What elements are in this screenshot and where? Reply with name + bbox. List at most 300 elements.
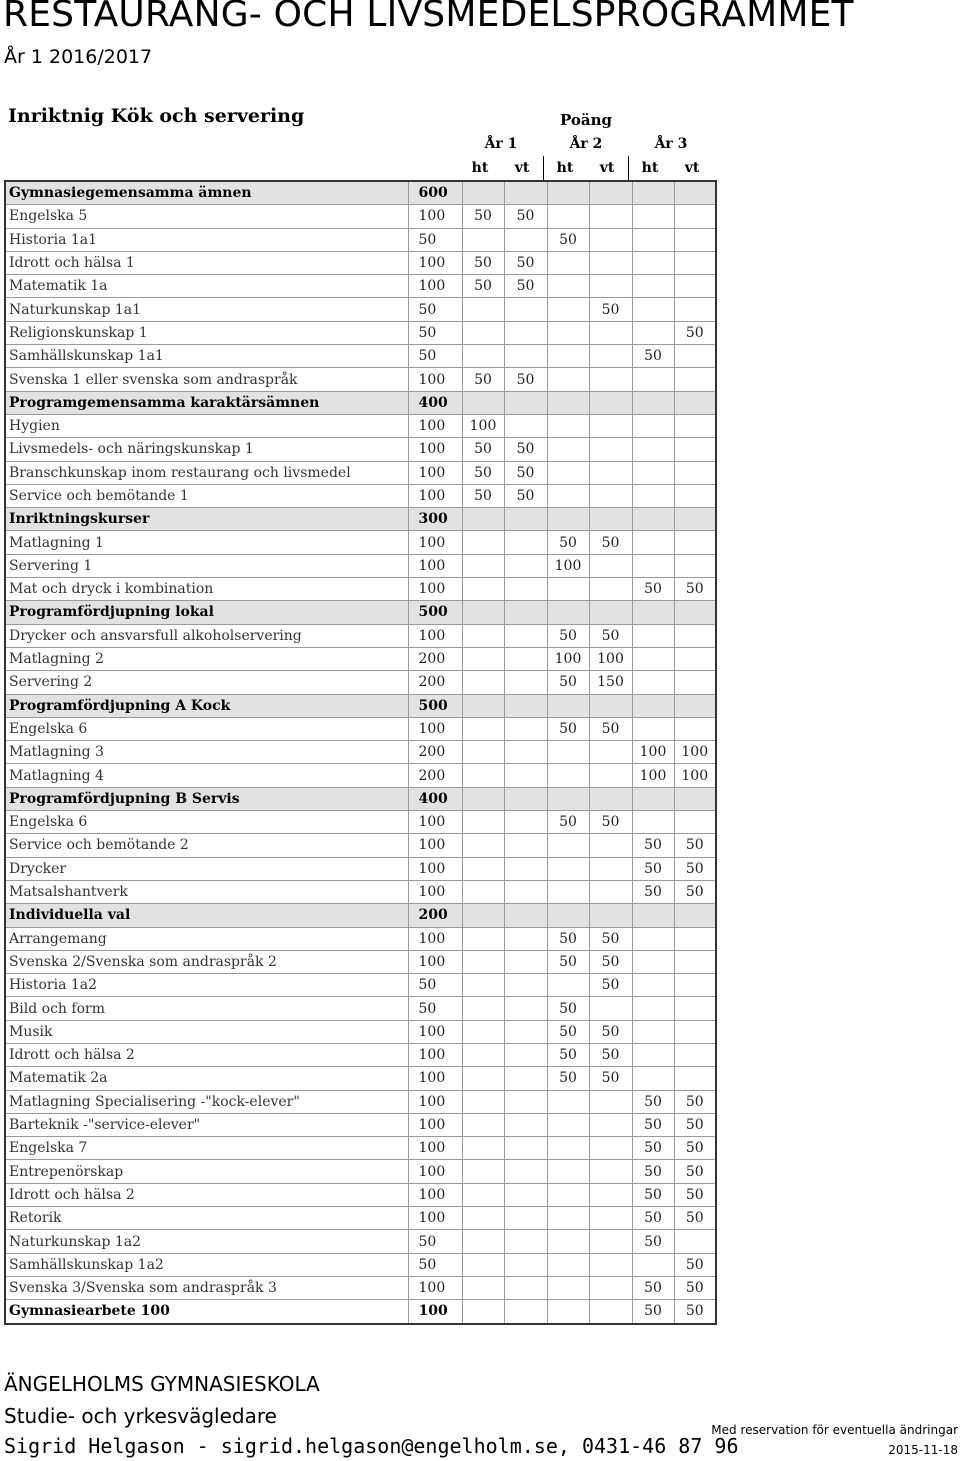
document-date: 2015-11-18 <box>888 1443 958 1457</box>
term-points-cell <box>504 997 547 1020</box>
year-3-header: År 3 <box>654 136 688 152</box>
total-points: 50 <box>408 321 462 344</box>
term-points-cell <box>504 671 547 694</box>
total-points: 100 <box>408 1207 462 1230</box>
term-points-cell <box>462 554 504 577</box>
term-points-cell: 50 <box>462 484 504 507</box>
course-name: Matematik 2a <box>5 1067 408 1090</box>
term-points-cell <box>632 1253 674 1276</box>
term-points-cell: 50 <box>632 1137 674 1160</box>
term-points-cell: 50 <box>632 1160 674 1183</box>
term-points-cell <box>632 1043 674 1066</box>
page-title: RESTAURANG- OCH LIVSMEDELSPROGRAMMET <box>3 0 854 35</box>
term-points-cell: 50 <box>547 1043 589 1066</box>
course-row <box>5 1043 716 1066</box>
total-points: 600 <box>408 181 462 205</box>
term-points-cell <box>589 694 632 717</box>
term-points-cell <box>589 1137 632 1160</box>
term-points-cell <box>462 927 504 950</box>
term-points-cell <box>462 1253 504 1276</box>
course-name: Engelska 5 <box>5 205 408 228</box>
term-points-cell <box>462 1183 504 1206</box>
course-name: Entrepenörskap <box>5 1160 408 1183</box>
course-row <box>5 531 716 554</box>
term-points-cell <box>632 298 674 321</box>
total-points: 100 <box>408 880 462 903</box>
category-name: Individuella val <box>5 904 408 927</box>
term-points-cell <box>504 1253 547 1276</box>
term-points-cell <box>674 671 716 694</box>
term-points-cell <box>632 624 674 647</box>
term-points-cell <box>674 251 716 274</box>
term-points-cell <box>589 414 632 437</box>
term-points-cell <box>632 904 674 927</box>
course-name: Historia 1a2 <box>5 974 408 997</box>
term-points-cell <box>504 764 547 787</box>
term-points-cell <box>674 811 716 834</box>
total-points: 50 <box>408 997 462 1020</box>
term-points-cell <box>462 1300 504 1324</box>
term-points-cell <box>632 950 674 973</box>
term-points-cell <box>462 787 504 810</box>
term-points-cell <box>504 811 547 834</box>
term-points-cell: 50 <box>674 834 716 857</box>
term-points-cell <box>504 1090 547 1113</box>
term-points-cell <box>589 181 632 205</box>
term-points-cell <box>589 321 632 344</box>
term-points-cell <box>504 1160 547 1183</box>
term-points-cell <box>632 461 674 484</box>
term-points-cell <box>674 1230 716 1253</box>
course-row <box>5 438 716 461</box>
term-points-cell <box>504 321 547 344</box>
term-points-cell <box>504 414 547 437</box>
course-row <box>5 298 716 321</box>
term-points-cell <box>504 950 547 973</box>
course-name: Musik <box>5 1020 408 1043</box>
year-divider <box>543 156 544 180</box>
course-row <box>5 461 716 484</box>
term-points-cell <box>462 1090 504 1113</box>
term-points-cell <box>632 321 674 344</box>
term-points-cell <box>547 1207 589 1230</box>
term-points-cell <box>547 904 589 927</box>
term-points-cell: 50 <box>462 368 504 391</box>
term-points-cell: 50 <box>632 1276 674 1299</box>
course-name: Service och bemötande 2 <box>5 834 408 857</box>
term-points-cell <box>462 531 504 554</box>
category-row <box>5 787 716 810</box>
term-points-cell <box>632 228 674 251</box>
term-points-cell <box>632 927 674 950</box>
term-points-cell <box>547 181 589 205</box>
term-points-cell <box>462 1230 504 1253</box>
course-name: Matsalshantverk <box>5 880 408 903</box>
term-points-cell <box>462 904 504 927</box>
total-points: 100 <box>408 461 462 484</box>
term-points-cell <box>589 461 632 484</box>
term-points-cell: 50 <box>632 1113 674 1136</box>
total-points: 500 <box>408 694 462 717</box>
term-points-cell: 100 <box>589 647 632 670</box>
term-points-cell <box>674 368 716 391</box>
term-points-cell <box>674 1043 716 1066</box>
course-name: Naturkunskap 1a1 <box>5 298 408 321</box>
term-points-cell <box>504 1137 547 1160</box>
term-points-cell: 50 <box>589 531 632 554</box>
year-divider <box>628 156 629 180</box>
term-points-cell <box>547 1090 589 1113</box>
total-points: 300 <box>408 508 462 531</box>
term-points-cell <box>462 1043 504 1066</box>
term-points-cell <box>504 927 547 950</box>
term-points-cell: 50 <box>674 1207 716 1230</box>
term-points-cell: 50 <box>504 461 547 484</box>
term-points-cell: 50 <box>632 1183 674 1206</box>
course-name: Samhällskunskap 1a2 <box>5 1253 408 1276</box>
term-points-cell <box>462 811 504 834</box>
total-points: 100 <box>408 205 462 228</box>
term-points-cell <box>632 205 674 228</box>
term-points-cell <box>589 228 632 251</box>
term-points-cell <box>632 368 674 391</box>
term-points-cell: 50 <box>589 974 632 997</box>
term-points-cell <box>547 438 589 461</box>
term-points-cell <box>632 251 674 274</box>
term-points-cell <box>589 251 632 274</box>
total-points: 200 <box>408 904 462 927</box>
term-points-cell: 50 <box>462 251 504 274</box>
term-points-cell: 50 <box>589 717 632 740</box>
term-points-cell: 50 <box>632 857 674 880</box>
term-points-cell <box>589 1253 632 1276</box>
total-points: 100 <box>408 927 462 950</box>
term-points-cell <box>462 1113 504 1136</box>
term-points-cell <box>589 601 632 624</box>
course-row <box>5 321 716 344</box>
term-points-cell <box>504 391 547 414</box>
term-points-cell <box>632 974 674 997</box>
term-points-cell <box>547 508 589 531</box>
course-row <box>5 764 716 787</box>
course-row <box>5 1300 716 1324</box>
term-points-cell <box>462 508 504 531</box>
total-points: 100 <box>408 554 462 577</box>
term-points-cell: 50 <box>632 1207 674 1230</box>
term-points-cell: 50 <box>547 950 589 973</box>
term-points-cell <box>504 647 547 670</box>
term-points-cell <box>547 1113 589 1136</box>
term-points-cell <box>504 1300 547 1324</box>
term-points-cell <box>674 787 716 810</box>
term-points-cell <box>547 461 589 484</box>
term-points-cell <box>674 647 716 670</box>
course-row <box>5 1276 716 1299</box>
category-name: Programfördjupning lokal <box>5 601 408 624</box>
course-name: Engelska 6 <box>5 811 408 834</box>
course-name: Branschkunskap inom restaurang och livsmedel <box>5 461 408 484</box>
category-name: Gymnasiegemensamma ämnen <box>5 181 408 205</box>
course-row <box>5 205 716 228</box>
term-points-cell <box>589 1090 632 1113</box>
total-points: 50 <box>408 228 462 251</box>
term-points-cell <box>504 1276 547 1299</box>
term-points-cell <box>504 228 547 251</box>
term-points-cell <box>462 741 504 764</box>
term-points-cell: 50 <box>504 368 547 391</box>
course-row <box>5 1067 716 1090</box>
total-points: 50 <box>408 1253 462 1276</box>
course-row <box>5 1160 716 1183</box>
term-points-cell <box>504 554 547 577</box>
term-points-cell <box>632 717 674 740</box>
course-name: Matematik 1a <box>5 275 408 298</box>
term-points-cell <box>674 694 716 717</box>
course-name: Samhällskunskap 1a1 <box>5 345 408 368</box>
term-points-cell <box>504 298 547 321</box>
term-points-cell: 50 <box>589 1020 632 1043</box>
term-points-cell <box>589 1183 632 1206</box>
term-points-cell <box>674 601 716 624</box>
course-name: Drycker och ansvarsfull alkoholservering <box>5 624 408 647</box>
term-points-cell <box>547 414 589 437</box>
term-points-cell <box>674 1020 716 1043</box>
course-points-table <box>4 180 717 1325</box>
total-points: 100 <box>408 857 462 880</box>
course-row <box>5 647 716 670</box>
term-points-cell <box>589 857 632 880</box>
term-points-cell <box>547 321 589 344</box>
term-points-cell <box>589 764 632 787</box>
course-name: Drycker <box>5 857 408 880</box>
term-points-cell <box>462 764 504 787</box>
term-points-cell <box>462 391 504 414</box>
course-name: Hygien <box>5 414 408 437</box>
term-points-cell: 50 <box>589 298 632 321</box>
term-points-cell: 50 <box>674 1253 716 1276</box>
term-header: ht <box>556 160 574 176</box>
term-points-cell <box>632 414 674 437</box>
total-points: 50 <box>408 974 462 997</box>
term-points-cell <box>504 624 547 647</box>
course-name: Matlagning Specialisering -"kock-elever" <box>5 1090 408 1113</box>
term-points-cell <box>632 671 674 694</box>
term-points-cell <box>674 391 716 414</box>
course-row <box>5 857 716 880</box>
course-row <box>5 368 716 391</box>
term-points-cell <box>462 997 504 1020</box>
term-points-cell <box>504 1207 547 1230</box>
term-points-cell <box>547 787 589 810</box>
term-points-cell <box>504 531 547 554</box>
term-points-cell <box>589 787 632 810</box>
course-name: Servering 2 <box>5 671 408 694</box>
term-points-cell <box>589 508 632 531</box>
term-points-cell: 50 <box>589 624 632 647</box>
term-points-cell: 100 <box>674 764 716 787</box>
term-points-cell <box>674 298 716 321</box>
course-row <box>5 1230 716 1253</box>
category-row <box>5 694 716 717</box>
total-points: 200 <box>408 671 462 694</box>
term-points-cell: 50 <box>674 1090 716 1113</box>
course-name: Idrott och hälsa 1 <box>5 251 408 274</box>
course-name: Svenska 3/Svenska som andraspråk 3 <box>5 1276 408 1299</box>
term-points-cell <box>589 391 632 414</box>
term-points-cell <box>504 508 547 531</box>
course-row <box>5 997 716 1020</box>
term-points-cell <box>589 1160 632 1183</box>
term-points-cell <box>589 275 632 298</box>
term-points-cell <box>632 531 674 554</box>
term-points-cell <box>674 531 716 554</box>
course-row <box>5 880 716 903</box>
term-points-cell <box>589 1207 632 1230</box>
course-row <box>5 275 716 298</box>
course-name: Idrott och hälsa 2 <box>5 1043 408 1066</box>
total-points: 100 <box>408 1276 462 1299</box>
term-points-cell: 150 <box>589 671 632 694</box>
term-points-cell <box>674 414 716 437</box>
total-points: 500 <box>408 601 462 624</box>
term-points-cell <box>504 787 547 810</box>
total-points: 50 <box>408 1230 462 1253</box>
term-header: ht <box>641 160 659 176</box>
course-name: Gymnasiearbete 100 <box>5 1300 408 1324</box>
term-points-cell: 100 <box>632 764 674 787</box>
course-row <box>5 484 716 507</box>
term-points-cell <box>504 717 547 740</box>
category-name: Programfördjupning A Kock <box>5 694 408 717</box>
total-points: 200 <box>408 764 462 787</box>
term-points-cell <box>547 1160 589 1183</box>
term-points-cell <box>504 974 547 997</box>
term-points-cell <box>674 345 716 368</box>
total-points: 50 <box>408 345 462 368</box>
term-points-cell <box>674 275 716 298</box>
total-points: 100 <box>408 950 462 973</box>
course-row <box>5 717 716 740</box>
total-points: 200 <box>408 647 462 670</box>
school-name: ÄNGELHOLMS GYMNASIESKOLA <box>4 1372 320 1396</box>
term-points-cell: 50 <box>632 1300 674 1324</box>
term-points-cell <box>632 484 674 507</box>
term-points-cell: 100 <box>462 414 504 437</box>
category-name: Inriktningskurser <box>5 508 408 531</box>
term-points-cell <box>589 205 632 228</box>
term-points-cell <box>504 694 547 717</box>
total-points: 100 <box>408 484 462 507</box>
term-points-cell <box>632 275 674 298</box>
term-points-cell <box>462 624 504 647</box>
term-points-cell <box>632 181 674 205</box>
term-points-cell <box>674 717 716 740</box>
term-points-cell <box>462 1137 504 1160</box>
total-points: 100 <box>408 1160 462 1183</box>
term-points-cell: 50 <box>547 228 589 251</box>
term-points-cell <box>547 1230 589 1253</box>
term-points-cell <box>462 950 504 973</box>
term-points-cell <box>632 554 674 577</box>
term-points-cell <box>589 880 632 903</box>
term-points-cell <box>547 484 589 507</box>
term-points-cell: 50 <box>547 717 589 740</box>
term-points-cell: 50 <box>632 345 674 368</box>
course-name: Arrangemang <box>5 927 408 950</box>
total-points: 100 <box>408 368 462 391</box>
term-points-cell <box>674 974 716 997</box>
term-points-cell: 50 <box>504 251 547 274</box>
term-points-cell <box>547 1183 589 1206</box>
total-points: 100 <box>408 1300 462 1324</box>
term-points-cell <box>674 461 716 484</box>
term-points-cell <box>547 205 589 228</box>
course-row <box>5 1207 716 1230</box>
term-points-cell <box>589 834 632 857</box>
term-points-cell: 50 <box>589 1067 632 1090</box>
course-name: Mat och dryck i kombination <box>5 578 408 601</box>
total-points: 100 <box>408 811 462 834</box>
total-points: 100 <box>408 1113 462 1136</box>
term-points-cell <box>462 694 504 717</box>
term-points-cell <box>589 1276 632 1299</box>
term-points-cell <box>674 1067 716 1090</box>
contact-role: Studie- och yrkesvägledare <box>4 1404 277 1428</box>
term-points-cell <box>632 1020 674 1043</box>
term-points-cell <box>547 741 589 764</box>
total-points: 100 <box>408 717 462 740</box>
term-points-cell <box>547 764 589 787</box>
course-row <box>5 950 716 973</box>
term-points-cell <box>462 671 504 694</box>
course-row <box>5 811 716 834</box>
term-points-cell <box>589 1230 632 1253</box>
total-points: 100 <box>408 275 462 298</box>
course-name: Matlagning 4 <box>5 764 408 787</box>
course-name: Svenska 2/Svenska som andraspråk 2 <box>5 950 408 973</box>
total-points: 100 <box>408 578 462 601</box>
term-points-cell <box>589 484 632 507</box>
term-points-cell: 100 <box>547 647 589 670</box>
course-name: Religionskunskap 1 <box>5 321 408 344</box>
category-name: Programgemensamma karaktärsämnen <box>5 391 408 414</box>
term-points-cell <box>504 904 547 927</box>
term-points-cell <box>632 391 674 414</box>
term-points-cell <box>504 601 547 624</box>
term-points-cell <box>462 181 504 205</box>
term-points-cell: 50 <box>632 578 674 601</box>
term-points-cell: 50 <box>674 1276 716 1299</box>
term-points-cell <box>674 228 716 251</box>
term-points-cell <box>462 345 504 368</box>
term-points-cell <box>504 578 547 601</box>
term-points-cell: 50 <box>589 950 632 973</box>
points-header: Poäng <box>560 111 612 129</box>
term-points-cell <box>589 997 632 1020</box>
section-heading: Inriktnig Kök och servering <box>8 105 305 127</box>
term-points-cell: 50 <box>547 927 589 950</box>
term-points-cell <box>547 368 589 391</box>
course-row <box>5 1020 716 1043</box>
total-points: 100 <box>408 1090 462 1113</box>
term-points-cell: 50 <box>547 624 589 647</box>
term-points-cell <box>589 554 632 577</box>
term-points-cell <box>632 1067 674 1090</box>
term-points-cell <box>504 857 547 880</box>
term-points-cell <box>504 1230 547 1253</box>
course-row <box>5 1183 716 1206</box>
category-row <box>5 904 716 927</box>
